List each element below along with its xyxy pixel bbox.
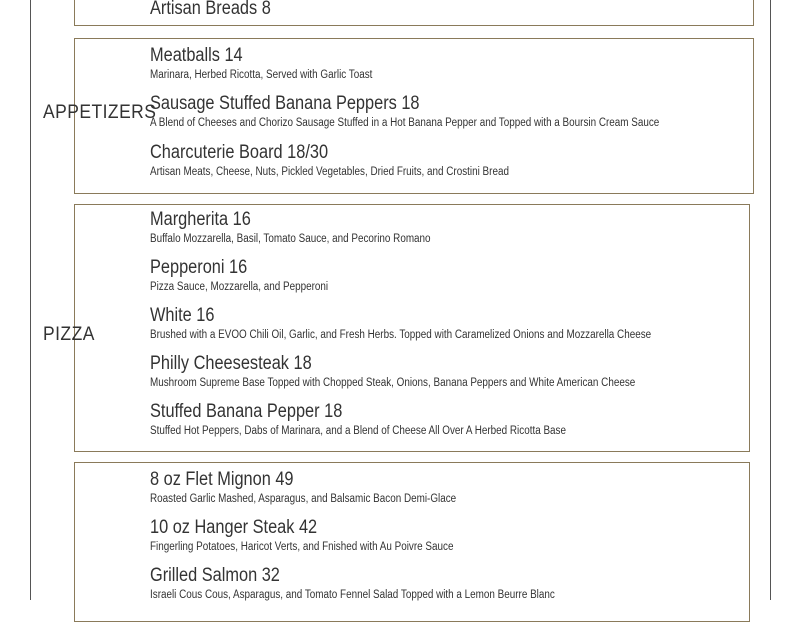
item-name: 8 oz Flet Mignon 49 [150, 469, 294, 490]
item-description: Marinara, Herbed Ricotta, Served with Garlic Toast [150, 69, 373, 81]
menu-item [150, 517, 503, 554]
item-description: Buffalo Mozzarella, Basil, Tomato Sauce, and Pecorino Romano [150, 233, 431, 245]
menu-item [150, 257, 357, 294]
menu-right-border [770, 0, 771, 600]
menu-left-border [30, 0, 31, 600]
item-name: Margherita 16 [150, 209, 251, 230]
item-name: 10 oz Hanger Steak 42 [150, 517, 318, 538]
menu-item [150, 93, 742, 130]
menu-item [150, 142, 567, 179]
menu-item [150, 0, 290, 20]
item-name: Meatballs 14 [150, 45, 243, 66]
menu-item [150, 353, 714, 390]
item-description: Mushroom Supreme Base Topped with Chopped Steak, Onions, Banana Peppers and White American Cheese [150, 377, 636, 389]
section-label-pizza: PIZZA [43, 324, 95, 345]
menu-item [150, 469, 506, 506]
item-description: Pizza Sauce, Mozzarella, and Pepperoni [150, 281, 329, 293]
item-name: Philly Cheesesteak 18 [150, 353, 312, 374]
menu-item [150, 305, 733, 342]
item-description: Artisan Meats, Cheese, Nuts, Pickled Vegetables, Dried Fruits, and Crostini Bread [150, 166, 509, 178]
item-description: A Blend of Cheeses and Chorizo Sausage Stuffed in a Hot Banana Pepper and Topped with a Boursin Cream Sauce [150, 117, 660, 129]
item-description: Roasted Garlic Mashed, Asparagus, and Balsamic Bacon Demi-Glace [150, 493, 457, 505]
item-name: Artisan Breads 8 [150, 0, 271, 19]
item-name: Grilled Salmon 32 [150, 565, 280, 586]
item-name: Pepperoni 16 [150, 257, 248, 278]
item-name: Sausage Stuffed Banana Peppers 18 [150, 93, 420, 114]
menu-item [150, 401, 634, 438]
item-description: Fingerling Potatoes, Haricot Verts, and Fnished with Au Poivre Sauce [150, 541, 454, 553]
item-name: White 16 [150, 305, 215, 326]
item-name: Charcuterie Board 18/30 [150, 142, 329, 163]
item-name: Stuffed Banana Pepper 18 [150, 401, 343, 422]
menu-item [150, 45, 409, 82]
section-label-appetizers: APPETIZERS [43, 102, 157, 123]
item-description: Israeli Cous Cous, Asparagus, and Tomato Fennel Salad Topped with a Lemon Beurre Blanc [150, 589, 555, 601]
item-description: Stuffed Hot Peppers, Dabs of Marinara, and a Blend of Cheese All Over A Herbed Ricotta Base [150, 425, 566, 437]
menu-item [150, 209, 476, 246]
item-description: Brushed with a EVOO Chili Oil, Garlic, and Fresh Herbs. Topped with Caramelized Onions and Mozzarella Cheese [150, 329, 652, 341]
menu-item [150, 565, 621, 602]
